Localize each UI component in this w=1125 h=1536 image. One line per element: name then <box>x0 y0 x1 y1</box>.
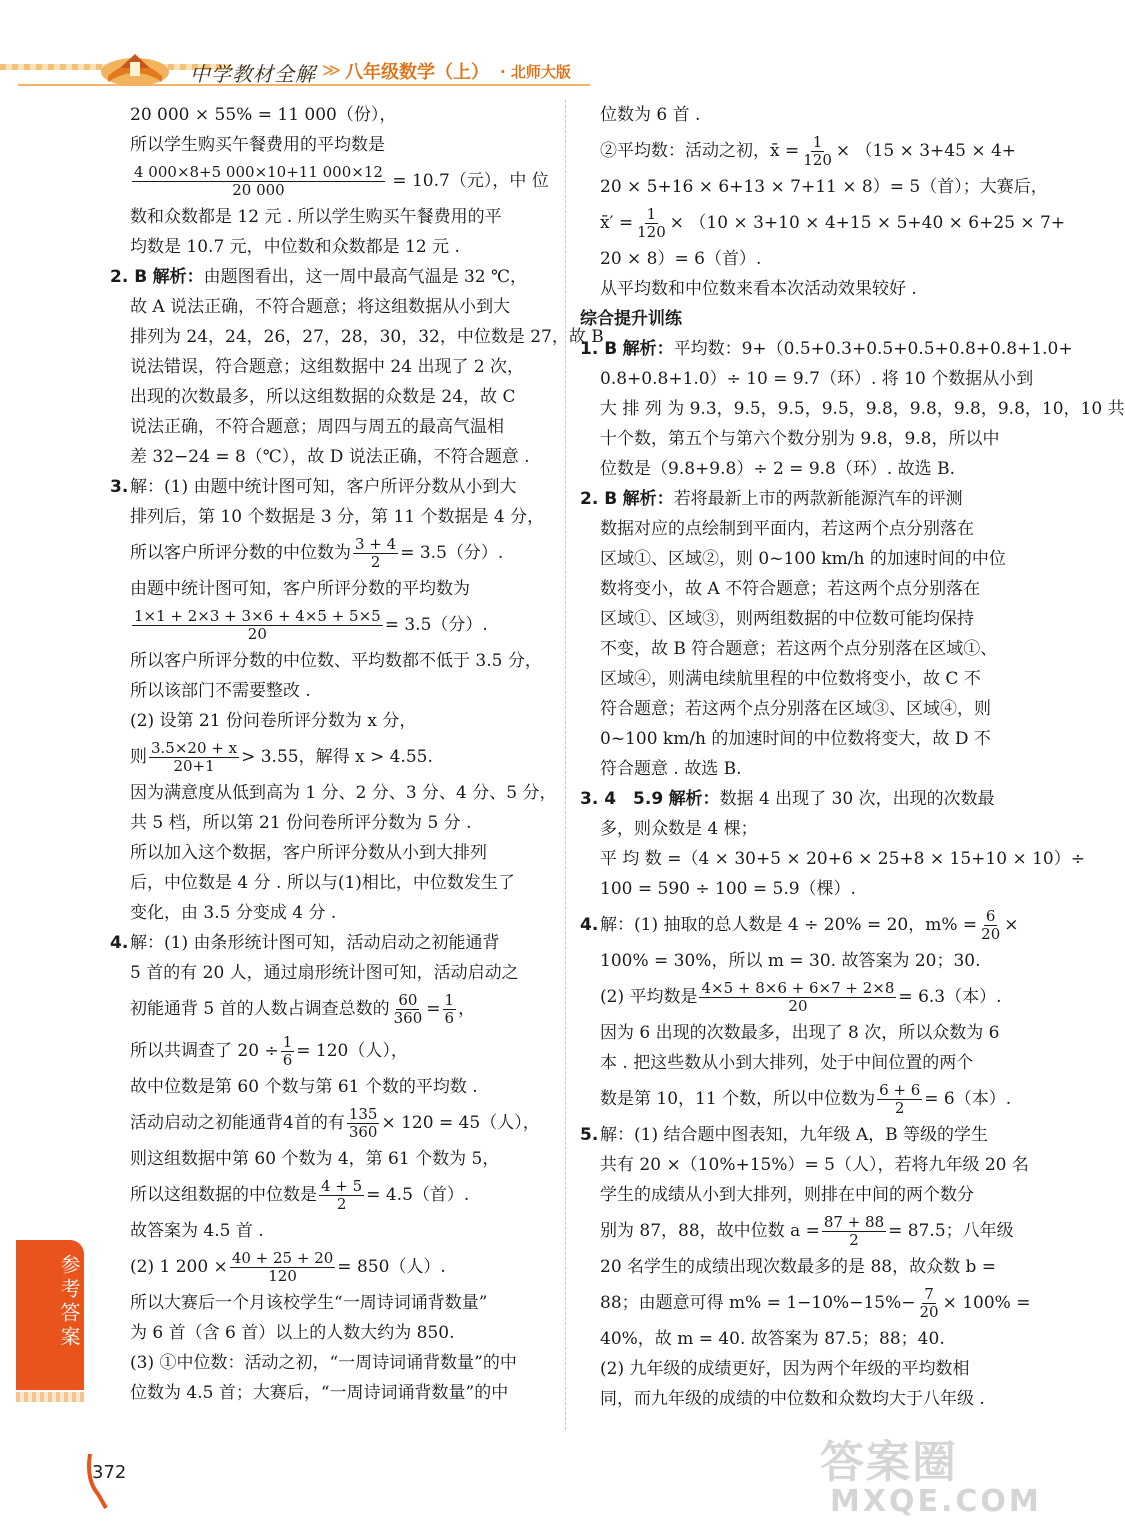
text-line: 区域④，则满电续航里程的中位数将变小，故 C 不 <box>600 669 981 689</box>
watermark-line-2: MXQE.COM <box>830 1484 1042 1519</box>
formula-line: 别为 87，88，故中位数 a = $\frac{87 + 88}{2}$ = 87.5；八年级 <box>600 1213 1014 1249</box>
analysis-label: 解析： <box>668 789 720 809</box>
formula-line: $\frac{1\times 1 + 2\times 3 + 3\times 6 + 4\times 5 + 5\times 5}{20}$ = 3.5（分）. <box>134 607 488 643</box>
formula-line: 88；由题意可得 m% = 1−10%−15%− $\frac{7}{20}$ × 100% = <box>600 1285 1031 1321</box>
fraction: $\frac{87 + 88}{2}$ <box>823 1213 885 1249</box>
question-number: 2. B <box>110 267 148 287</box>
subject-title: 八年级数学（上） <box>345 62 489 83</box>
text-line: 符合题意 . 故选 B. <box>600 759 742 779</box>
text-line: 故答案为 4.5 首 . <box>130 1221 264 1241</box>
fraction: $\frac{60}{360}$ <box>393 991 423 1027</box>
brand-title: 中学教材全解 <box>190 62 316 86</box>
question-c4: 4. 解：(1) 抽取的总人数是 4 ÷ 20% = 20，m% = $\frac{6}{20}$ × <box>580 904 1020 946</box>
question-number: 2. B <box>580 489 618 509</box>
text-line: 说法正确，不符合题意；周四与周五的最高气温相 <box>130 417 504 437</box>
formula-line: 所以这组数据的中位数是 $\frac{4 + 5}{2}$ = 4.5（首）. <box>130 1177 470 1213</box>
question-c1: 1. B 解析：平均数：9+（0.5+0.3+0.5+0.5+0.8+0.8+1.0+ <box>580 334 1020 364</box>
text-line: 数据对应的点绘制到平面内，若这两个点分别落在 <box>600 519 974 539</box>
tab-label: 参考答案 <box>57 1254 81 1350</box>
text-line: 学生的成绩从小到大排列，则排在中间的两个数分 <box>600 1185 974 1205</box>
text-line: 出现的次数最多，所以这组数据的众数是 24，故 C <box>130 387 516 407</box>
tab-stripe <box>16 1392 84 1402</box>
text-line: 不变，故 B 符合题意；若这两个点分别落在区域①、 <box>600 639 998 659</box>
formula-line: x̄′ = $\frac{1}{120}$ × （10 × 3+10 × 4+15 × 5+40 × 6+25 × 7+ <box>600 205 1066 241</box>
text-line: 多，则众数是 4 棵； <box>600 819 758 839</box>
watermark <box>820 1426 1042 1526</box>
question-number: 4. <box>580 915 599 935</box>
text-line: 所以该部门不需要整改 . <box>130 681 311 701</box>
text-line: 20 000 × 55% = 11 000（份）， <box>130 105 397 125</box>
text-line: 同，而九年级的成绩的中位数和众数均大于八年级 . <box>600 1389 985 1409</box>
text-line: (2) 九年级的成绩更好，因为两个年级的平均数相 <box>600 1359 970 1379</box>
edition-label: · 北师大版 <box>500 63 571 81</box>
question-c3: 3. 4 5.9 解析：数据 4 出现了 30 次，出现的次数最 <box>580 784 1020 814</box>
reference-answer-tab <box>16 1240 84 1390</box>
text-line: 由题中统计图可知，客户所评分数的平均数为 <box>130 579 470 599</box>
book-logo-icon <box>98 42 172 90</box>
text-line: 排列后，第 10 个数据是 3 分，第 11 个数据是 4 分， <box>130 507 545 527</box>
fraction: $\frac{3 + 4}{2}$ <box>355 535 397 571</box>
text-line: 大 排 列 为 9.3，9.5，9.5，9.5，9.8，9.8，9.8，9.8，10，10 共 <box>600 399 1125 419</box>
text-line: 十个数，第五个与第六个数分别为 9.8，9.8，所以中 <box>600 429 1000 449</box>
question-number: 5. <box>580 1125 599 1145</box>
text-line: 差 32−24 = 8（℃），故 D 说法正确，不符合题意 . <box>130 447 530 467</box>
text-line: 20 × 8）= 6（首）. <box>600 249 762 269</box>
analysis-label: 解析： <box>622 489 674 509</box>
formula-line: 初能通背 5 首的人数占调查总数的 $\frac{60}{360}$ = $\frac{1}{6}$ ， <box>130 991 476 1027</box>
formula-line: $\frac{4 000\times 8+5 000\times 10+11 000\times 12}{20 000}$ = 10.7（元），中 位 <box>134 163 549 199</box>
fraction: $\frac{6 + 6}{2}$ <box>879 1081 921 1117</box>
fraction: $\frac{1}{120}$ <box>803 133 832 169</box>
page-header <box>0 0 1060 100</box>
question-4: 4. 解：(1) 由条形统计图可知，活动启动之初能通背 <box>110 928 550 958</box>
text-line: 变化，由 3.5 分变成 4 分 . <box>130 903 337 923</box>
formula-line: 则 $\frac{3.5\times 20 + x}{20+1}$ > 3.55，解得 x > 4.55. <box>130 739 433 775</box>
fraction: $\frac{1}{6}$ <box>282 1033 293 1069</box>
text-line: 所以加入这个数据，客户所评分数从小到大排列 <box>130 843 487 863</box>
text-line: 故中位数是第 60 个数与第 61 个数的平均数 . <box>130 1077 478 1097</box>
text-line: 5 首的有 20 人，通过扇形统计图可知，活动启动之 <box>130 963 519 983</box>
text-line: 100% = 30%，所以 m = 30. 故答案为 20；30. <box>600 951 981 971</box>
text-line: 从平均数和中位数来看本次活动效果较好 . <box>600 279 917 299</box>
fraction: $\frac{1\times 1 + 2\times 3 + 3\times 6 + 4\times 5 + 5\times 5}{20}$ <box>134 607 381 643</box>
text-line: 数将变小，故 A 不符合题意；若这两个点分别落在 <box>600 579 981 599</box>
text-line: 100 = 590 ÷ 100 = 5.9（棵）. <box>600 879 856 899</box>
fraction: $\frac{40 + 25 + 20}{120}$ <box>231 1249 334 1285</box>
text-line: 区域①、区域②，则 0~100 km/h 的加速时间的中位 <box>600 549 1006 569</box>
fraction: $\frac{6}{20}$ <box>981 907 1001 943</box>
text-line: (2) 设第 21 份问卷所评分数为 x 分， <box>130 711 417 731</box>
formula-line: (2) 平均数是 $\frac{4\times 5 + 8\times 6 + 6\times 7 + 2\times 8}{20}$ = 6.3（本）. <box>600 979 1002 1015</box>
chevron-right-icon: ≫ <box>322 60 341 81</box>
fraction: $\frac{3.5\times 20 + x}{20+1}$ <box>151 739 238 775</box>
text-line: 因为满意度从低到高为 1 分、2 分、3 分、4 分、5 分， <box>130 783 557 803</box>
fraction: $\frac{4 000\times 8+5 000\times 10+11 000\times 12}{20 000}$ <box>134 163 383 199</box>
text-line: 则这组数据中第 60 个数为 4，第 61 个数为 5， <box>130 1149 500 1169</box>
text-line: 所以学生购买午餐费用的平均数是 <box>130 135 385 155</box>
text-line: 位数为 6 首 . <box>600 105 701 125</box>
question-number: 1. B <box>580 339 618 359</box>
question-number: 3. <box>110 477 129 497</box>
question-3: 3. 解：(1) 由题中统计图可知，客户所评分数从小到大 <box>110 472 550 502</box>
analysis-label: 解析： <box>622 339 674 359</box>
text-line: 共 5 档，所以第 21 份问卷所评分数为 5 分 . <box>130 813 472 833</box>
text-line: 均数是 10.7 元，中位数和众数都是 12 元 . <box>130 237 460 257</box>
text-line: 0.8+0.8+1.0）÷ 10 = 9.7（环）. 将 10 个数据从小到 <box>600 369 1034 389</box>
fraction: $\frac{4 + 5}{2}$ <box>321 1177 363 1213</box>
text-line: 共有 20 ×（10%+15%）= 5（人），若将九年级 20 名 <box>600 1155 1029 1175</box>
formula-line: 数是第 10，11 个数，所以中位数为 $\frac{6 + 6}{2}$ = 6（本）. <box>600 1081 1012 1117</box>
text-line: 为 6 首（含 6 首）以上的人数大约为 850. <box>130 1323 455 1343</box>
fraction: $\frac{4\times 5 + 8\times 6 + 6\times 7 + 2\times 8}{20}$ <box>701 979 895 1015</box>
formula-line: 所以客户所评分数的中位数为 $\frac{3 + 4}{2}$ = 3.5（分）. <box>130 535 504 571</box>
question-2: 2. B 解析：由题图看出，这一周中最高气温是 32 ℃， <box>110 262 550 292</box>
formula-line: (2) 1 200 × $\frac{40 + 25 + 20}{120}$ = 850（人）. <box>130 1249 446 1285</box>
formula-line: ②平均数：活动之初，x̄ = $\frac{1}{120}$ × （15 × 3+45 × 4+ <box>600 133 1017 169</box>
question-c2: 2. B 解析：若将最新上市的两款新能源汽车的评测 <box>580 484 1020 514</box>
fraction: $\frac{1}{120}$ <box>637 205 666 241</box>
text-line: 故 A 说法正确，不符合题意；将这组数据从小到大 <box>130 297 511 317</box>
page-number: 372 <box>92 1462 127 1483</box>
question-c5: 5. 解：(1) 结合题中图表知，九年级 A，B 等级的学生 <box>580 1120 1020 1150</box>
text-line: 20 名学生的成绩出现次数最多的是 88，故众数 b = <box>600 1257 997 1277</box>
text-line: 平 均 数 =（4 × 30+5 × 20+6 × 25+8 × 15+10 × 10）÷ <box>600 849 1085 869</box>
question-number: 3. 4 5.9 <box>580 789 664 809</box>
text-line: 后，中位数是 4 分 . 所以与(1)相比，中位数发生了 <box>130 873 515 893</box>
text-line: 数和众数都是 12 元 . 所以学生购买午餐费用的平 <box>130 207 502 227</box>
section-heading: 综合提升训练 <box>580 309 682 329</box>
text-line: 20 × 5+16 × 6+13 × 7+11 × 8）= 5（首）；大赛后， <box>600 177 1048 197</box>
formula-line: 所以共调查了 20 ÷ $\frac{1}{6}$ = 120（人）， <box>130 1033 408 1069</box>
text-line: 40%，故 m = 40. 故答案为 87.5；88；40. <box>600 1329 945 1349</box>
fraction: $\frac{7}{20}$ <box>919 1285 939 1321</box>
analysis-label: 解析： <box>152 267 204 287</box>
watermark-line-1: 答案圈 <box>820 1437 958 1488</box>
fraction: $\frac{1}{6}$ <box>444 991 455 1027</box>
text-line: 所以大赛后一个月该校学生“一周诗词诵背数量” <box>130 1293 488 1313</box>
text-line: 因为 6 出现的次数最多，出现了 8 次，所以众数为 6 <box>600 1023 1000 1043</box>
text-line: 本 . 把这些数从小到大排列，处于中间位置的两个 <box>600 1053 974 1073</box>
question-number: 4. <box>110 933 129 953</box>
text-line: (3) ①中位数：活动之初，“一周诗词诵背数量”的中 <box>130 1353 517 1373</box>
text-line: 排列为 24，24，26，27，28，30，32，中位数是 27，故 B <box>130 327 604 347</box>
text-line: 0~100 km/h 的加速时间的中位数将变大，故 D 不 <box>600 729 991 749</box>
formula-line: 活动启动之初能通背4首的有 $\frac{135}{360}$ × 120 = 45（人）， <box>130 1105 540 1141</box>
text-line: 所以客户所评分数的中位数、平均数都不低于 3.5 分， <box>130 651 542 671</box>
text-line: 位数为 4.5 首；大赛后，“一周诗词诵背数量”的中 <box>130 1383 509 1403</box>
text-line: 位数是（9.8+9.8）÷ 2 = 9.8（环）. 故选 B. <box>600 459 955 479</box>
fraction: $\frac{135}{360}$ <box>348 1105 378 1141</box>
text-line: 区域①、区域③，则两组数据的中位数可能均保持 <box>600 609 974 629</box>
column-divider <box>565 100 566 1430</box>
text-line: 符合题意；若这两个点分别落在区域③、区域④，则 <box>600 699 991 719</box>
right-column <box>580 100 1125 1414</box>
text-line: 说法错误，符合题意；这组数据中 24 出现了 2 次， <box>130 357 525 377</box>
